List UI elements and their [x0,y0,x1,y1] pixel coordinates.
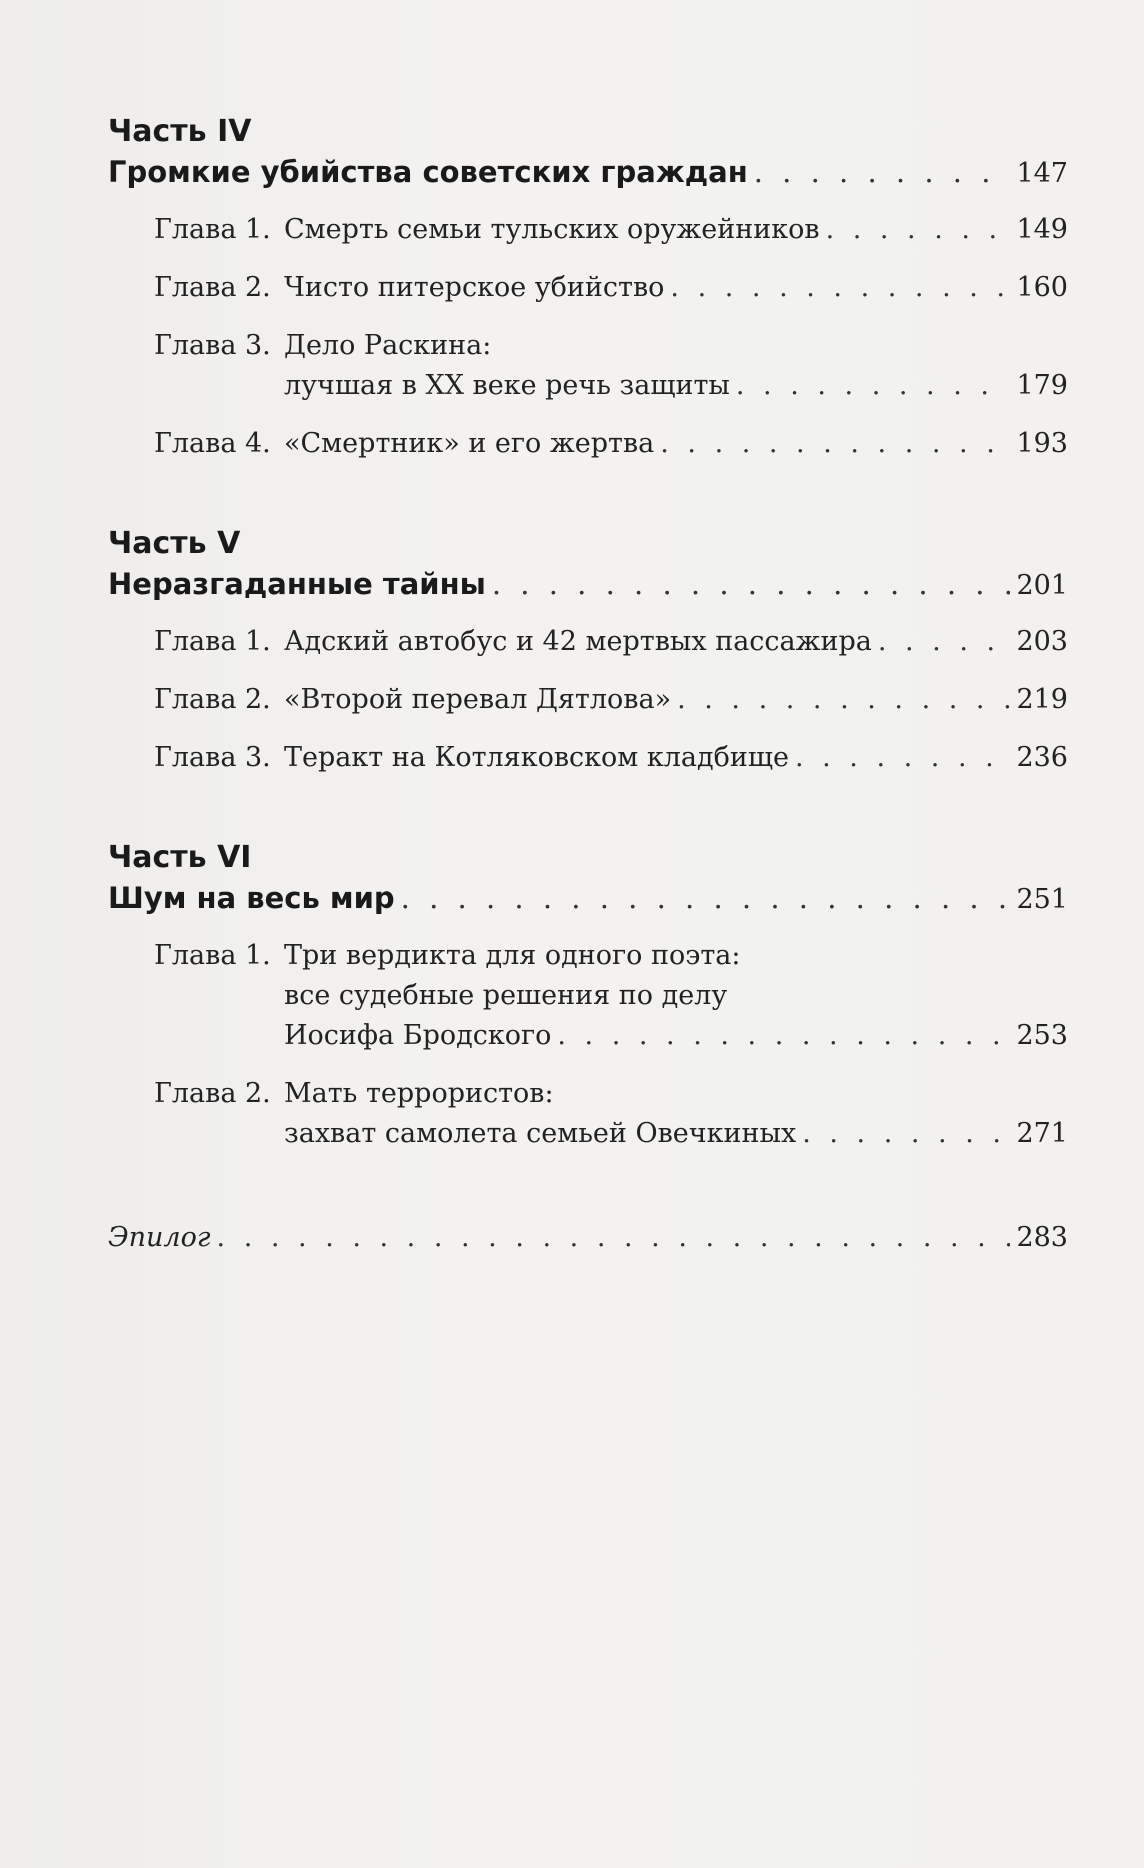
page-number: 147 [1016,158,1068,189]
chapter-title: Чисто питерское убийство [284,272,665,303]
chapter-prefix: Глава 2. [154,272,271,303]
dot-leader [802,1114,1010,1154]
chapter-entry-continuation [154,366,1068,406]
part-title-entry [108,878,1068,918]
part-label: Часть VI [108,840,252,875]
part-title-entry [108,564,1068,604]
chapter-entry [154,680,1068,720]
page-number: 251 [1016,884,1068,915]
part-title-entry [108,152,1068,192]
part-section [108,524,1068,778]
page-number: 236 [1016,742,1068,773]
chapter-prefix: Глава 1. [154,940,271,971]
chapter-entry [154,424,1068,464]
chapter-prefix: Глава 2. [154,684,271,715]
chapter-prefix: Глава 1. [154,626,271,657]
dot-leader [826,210,1011,250]
page-number: 253 [1016,1020,1068,1051]
chapter-title: все судебные решения по делу [284,980,728,1011]
chapter-title: «Второй перевал Дятлова» [284,684,672,715]
chapter-entry-continuation [154,1016,1068,1056]
page-number: 149 [1016,214,1068,245]
chapter-title: Иосифа Бродского [284,1020,552,1051]
chapter-prefix: Глава 4. [154,428,271,459]
chapter-title: «Смертник» и его жертва [284,428,655,459]
epilogue-entry [108,1218,1068,1258]
chapter-prefix: Глава 3. [154,742,271,773]
dot-leader [754,152,1011,192]
dot-leader [677,680,1010,720]
page-number: 283 [1016,1222,1068,1253]
part-title: Громкие убийства советских граждан [108,155,748,189]
page-number: 193 [1016,428,1068,459]
chapter-entry-continuation [154,1114,1068,1154]
dot-leader [401,878,1011,918]
part-label: Часть IV [108,114,252,149]
chapter-entry [154,326,1068,366]
dot-leader [795,738,1010,778]
chapter-entry [154,738,1068,778]
chapter-title: Три вердикта для одного поэта: [284,940,741,971]
dot-leader [878,622,1011,662]
dot-leader [217,1218,1011,1258]
part-section [108,838,1068,1154]
page-number: 203 [1016,626,1068,657]
chapter-entry-continuation [154,976,1068,1016]
chapter-title: Дело Раскина: [284,330,492,361]
epilogue-title: Эпилог [108,1222,211,1253]
part-label: Часть V [108,526,241,561]
page-number: 219 [1016,684,1068,715]
dot-leader [492,564,1011,604]
chapter-title: Адский автобус и 42 мертвых пассажира [284,626,872,657]
chapter-entry [154,268,1068,308]
page-number: 179 [1016,370,1068,401]
part-title: Шум на весь мир [108,881,395,915]
chapter-title: захват самолета семьей Овечкиных [284,1118,797,1149]
part-section [108,112,1068,464]
chapter-title: Смерть семьи тульских оружейников [284,214,820,245]
dot-leader [736,366,1011,406]
chapter-entry [154,1074,1068,1114]
chapter-prefix: Глава 2. [154,1078,271,1109]
chapter-prefix: Глава 1. [154,214,271,245]
table-of-contents [108,112,1068,1258]
chapter-entry [154,936,1068,976]
dot-leader [660,424,1010,464]
part-title: Неразгаданные тайны [108,567,486,601]
chapter-entry [154,210,1068,250]
page-number: 271 [1016,1118,1068,1149]
dot-leader [557,1016,1010,1056]
chapter-title: лучшая в XX веке речь защиты [284,370,730,401]
chapter-entry [154,622,1068,662]
page-number: 160 [1016,272,1068,303]
page-number: 201 [1016,570,1068,601]
chapter-prefix: Глава 3. [154,330,271,361]
dot-leader [670,268,1010,308]
chapter-title: Мать террористов: [284,1078,554,1109]
chapter-title: Теракт на Котляковском кладбище [284,742,789,773]
